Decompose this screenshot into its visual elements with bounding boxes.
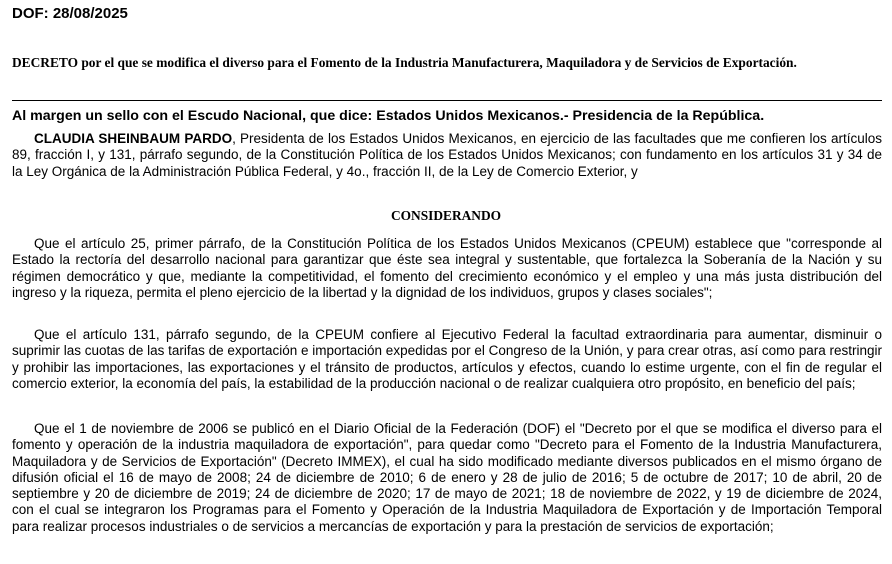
considerando-paragraph: Que el 1 de noviembre de 2006 se publicó en el Diario Oficial de la Federación (DOF) el "Decreto por el que se modifica el diverso para el fomento y operación de la industria maquiladora de exportación", para quedar como "Decreto para el Fomento de la Industria Manufacturera, Maquiladora y de Servicios de Exportación" (Decreto IMMEX), el cual ha sido modificado mediante diversos publicados en el mismo órgano de difusión oficial el 16 de mayo de 2008; 24 de diciembre de 2010; 6 de enero y 28 de julio de 2016; 5 de octubre de 2017; 10 de abril, 20 de septiembre y 20 de diciembre de 2019; 24 de diciembre de 2020; 17 de mayo de 2021; 18 de noviembre de 2022, y 19 de diciembre de 2024, con el cual se integraron los Programas para el Fomento y Operación de la Industria Maquiladora de Exportación y de Importación Temporal para realizar procesos industriales o de servicios a mercancías de exportación y para la prestación de servicios de exportación; [12, 421, 882, 534]
decree-title: DECRETO por el que se modifica el diverso para el Fomento de la Industria Manufacturera, Maquiladora y de Servicios de Exportación. [12, 55, 797, 70]
considerando-heading: CONSIDERANDO [390, 208, 502, 223]
considerando-paragraph: Que el artículo 131, párrafo segundo, de la CPEUM confiere al Ejecutivo Federal la facultad extraordinaria para aumentar, disminuir o suprimir las cuotas de las tarifas de exportación e importación expedidas por el Congreso de la Unión, y para crear otras, así como para restringir y prohibir las importaciones, las exportaciones y el tránsito de productos, artículos y efectos, cuando lo estime urgente, con el fin de regular el comercio exterior, la economía del país, la estabilidad de la producción nacional o de realizar cualquiera otro propósito, en beneficio del país; [12, 327, 882, 391]
publication-date: DOF: 28/08/2025 [12, 5, 128, 22]
seal-note: Al margen un sello con el Escudo Nacional, que dice: Estados Unidos Mexicanos.- Presidencia de la República. [12, 108, 765, 124]
author-name: CLAUDIA SHEINBAUM PARDO [34, 131, 233, 146]
considerando-paragraph: Que el artículo 25, primer párrafo, de la Constitución Política de los Estados Unidos Mexicanos (CPEUM) establece que "corresponde al Estado la rectoría del desarrollo nacional para garantizar que éste sea integral y sustentable, que fortalezca la Soberanía de la Nación y su régimen democrático y que, mediante la competitividad, el fomento del crecimiento económico y el empleo y una más justa distribución del ingreso y la riqueza, permita el pleno ejercicio de la libertad y la dignidad de los individuos, grupos y clases sociales"; [12, 236, 882, 300]
preamble-text: , Presidenta de los Estados Unidos Mexicanos, en ejercicio de las facultades que me confieren los artículos 89, fracción I, y 131, párrafo segundo, de la Constitución Política de los Estados Unidos Mexicanos; con fundamento en los artículos 31 y 34 de la Ley Orgánica de la Administración Pública Federal, y 4o., fracción II, de la Ley de Comercio Exterior, y [12, 131, 882, 179]
title-divider [12, 100, 882, 101]
preamble-paragraph [12, 131, 882, 180]
